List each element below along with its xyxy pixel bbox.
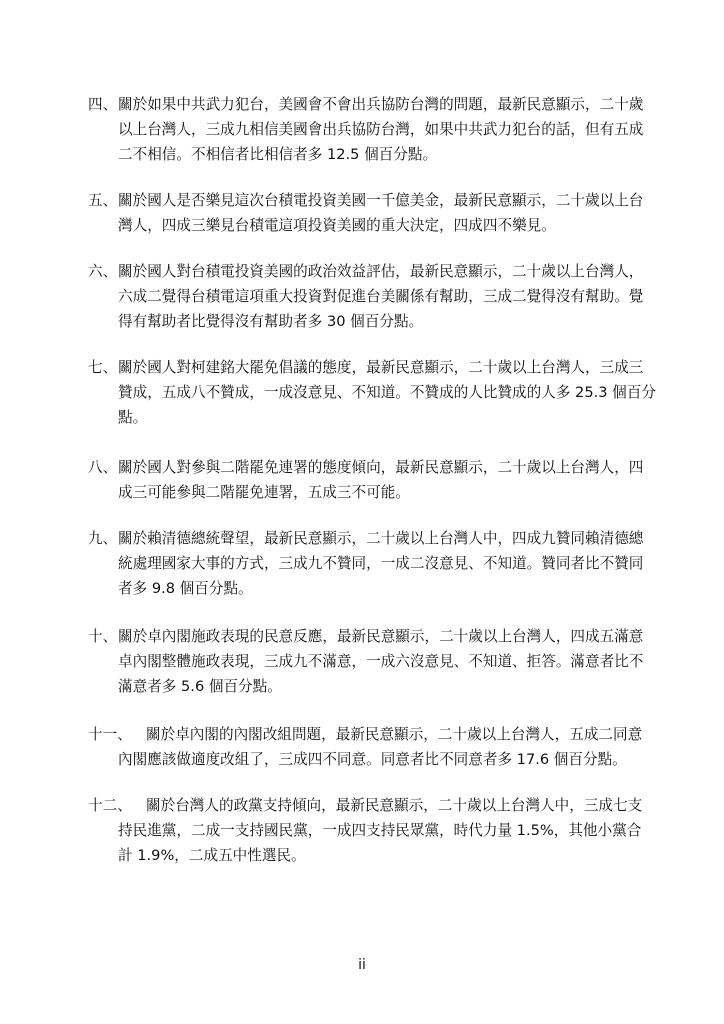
item-line: 關於國人對柯建銘大罷免倡議的態度，最新民意顯示，二十歲以上台灣人，三成三 xyxy=(118,359,644,376)
item-line: 卓內閣整體施政表現，三成九不滿意，一成六沒意見、不知道、拒答。滿意者比不 xyxy=(118,653,644,670)
item-line: 統處理國家大事的方式，三成九不贊同，一成二沒意見、不知道。贊同者比不贊同 xyxy=(118,555,644,572)
item-label: 十二、 xyxy=(88,797,132,814)
item-label: 九、 xyxy=(88,530,118,547)
item-line: 六成二覺得台積電這項重大投資對促進台美關係有幫助，三成二覺得沒有幫助。覺 xyxy=(118,288,644,305)
item-line: 持民進黨，二成一支持國民黨，一成四支持民眾黨，時代力量 1.5%，其他小黨合 xyxy=(118,822,642,839)
item-line: 關於台灣人的政黨支持傾向，最新民意顯示，二十歲以上台灣人中，三成七支 xyxy=(146,797,643,814)
finding-item-4 xyxy=(88,92,644,167)
item-line: 關於如果中共武力犯台，美國會不會出兵協防台灣的問題，最新民意顯示，二十歲 xyxy=(118,96,644,113)
item-label: 五、 xyxy=(88,192,118,209)
finding-item-6 xyxy=(88,259,644,334)
item-label: 七、 xyxy=(88,359,118,376)
item-line: 關於國人對參與二階罷免連署的態度傾向，最新民意顯示，二十歲以上台灣人，四 xyxy=(118,459,644,476)
finding-item-9 xyxy=(88,526,644,601)
item-line: 得有幫助者比覺得沒有幫助者多 30 個百分點。 xyxy=(118,313,424,330)
item-line: 關於賴清德總統聲望，最新民意顯示，二十歲以上台灣人中，四成九贊同賴清德總 xyxy=(118,530,644,547)
item-line: 灣人，四成三樂見台積電這項投資美國的重大決定，四成四不樂見。 xyxy=(118,217,556,234)
item-label: 十、 xyxy=(88,628,118,645)
item-line: 關於卓內閣的內閣改組問題，最新民意顯示，二十歲以上台灣人，五成二同意 xyxy=(146,726,643,743)
item-label: 六、 xyxy=(88,263,118,280)
finding-item-12 xyxy=(88,793,643,868)
finding-item-7 xyxy=(88,355,656,430)
item-line: 關於卓內閣施政表現的民意反應，最新民意顯示，二十歲以上台灣人，四成五滿意 xyxy=(118,628,644,645)
item-label: 十一、 xyxy=(88,726,132,743)
item-line: 關於國人是否樂見這次台積電投資美國一千億美金，最新民意顯示，二十歲以上台 xyxy=(118,192,644,209)
item-line: 滿意者多 5.6 個百分點。 xyxy=(118,678,282,695)
page-number: ii xyxy=(358,957,366,973)
item-line: 計 1.9%，二成五中性選民。 xyxy=(118,847,306,864)
item-line: 關於國人對台積電投資美國的政治效益評估，最新民意顯示，二十歲以上台灣人， xyxy=(118,263,644,280)
finding-item-5 xyxy=(88,188,644,238)
item-line: 二不相信。不相信者比相信者多 12.5 個百分點。 xyxy=(118,146,438,163)
item-line: 成三可能參與二階罷免連署，五成三不可能。 xyxy=(118,484,410,501)
item-line: 點。 xyxy=(118,409,148,426)
finding-item-10 xyxy=(88,624,644,699)
item-line: 以上台灣人，三成九相信美國會出兵協防台灣，如果中共武力犯台的話，但有五成 xyxy=(118,121,644,138)
finding-item-8 xyxy=(88,455,644,505)
item-line: 內閣應該做適度改組了，三成四不同意。同意者比不同意者多 17.6 個百分點。 xyxy=(118,751,627,768)
finding-item-11 xyxy=(88,722,643,772)
item-line: 贊成，五成八不贊成，一成沒意見、不知道。不贊成的人比贊成的人多 25.3 個百分 xyxy=(118,384,656,401)
item-line: 者多 9.8 個百分點。 xyxy=(118,580,253,597)
item-label: 八、 xyxy=(88,459,118,476)
item-label: 四、 xyxy=(88,96,118,113)
